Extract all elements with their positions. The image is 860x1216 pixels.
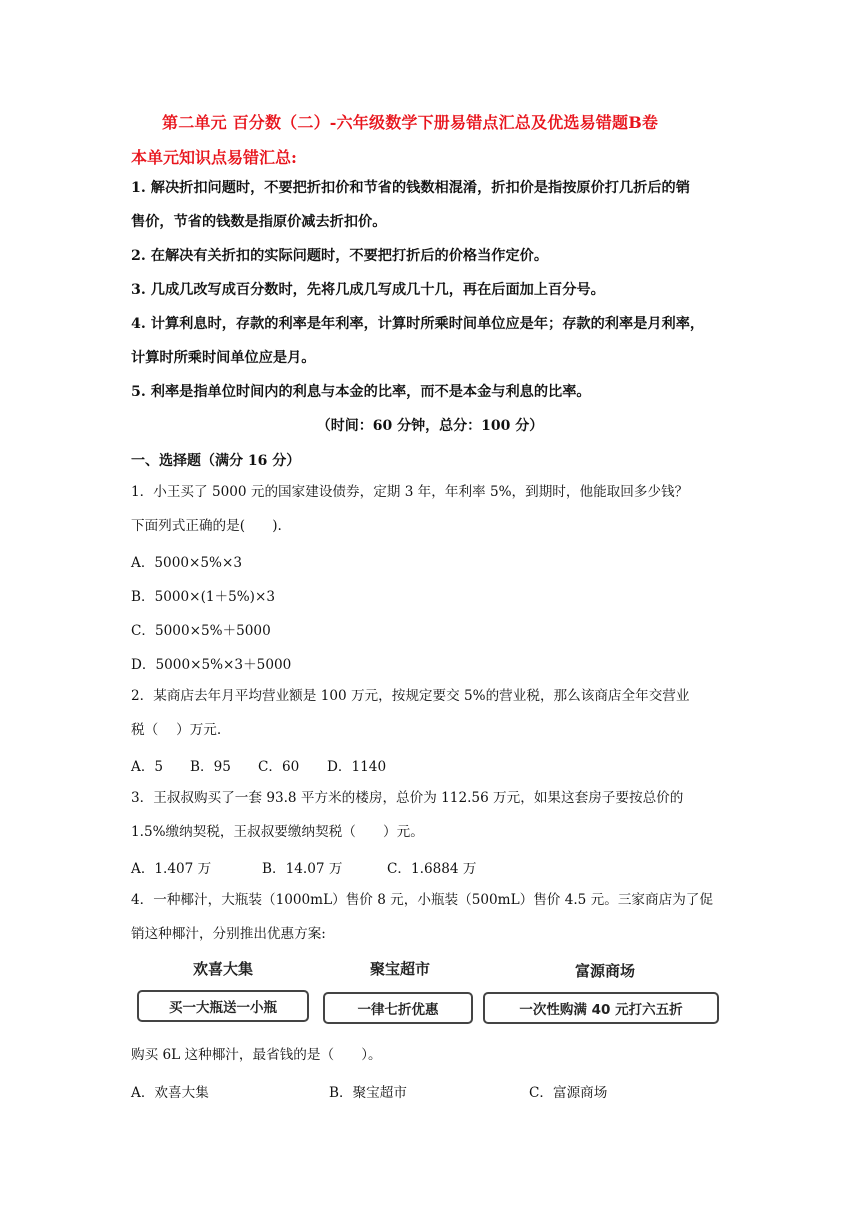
section-title: 一、选择题（满分 16 分） — [131, 453, 301, 469]
question-1-line1: 1．小王买了 5000 元的国家建设债券，定期 3 年，年利率 5%，到期时，他能取回多少钱？ — [131, 484, 689, 500]
knowledge-point-1-line2: 售价，节省的钱数是指原价减去折扣价。 — [131, 214, 387, 230]
knowledge-point-2: 2. 在解决有关折扣的实际问题时，不要把打折后的价格当作定价。 — [131, 248, 549, 264]
knowledge-point-3: 3. 几成几改写成百分数时，先将几成几写成几十几，再在后面加上百分号。 — [131, 282, 605, 298]
question-1-option-a: A．5000×5%×3 — [131, 555, 243, 571]
question-3-line1: 3．王叔叔购买了一套 93.8 平方米的楼房，总价为 112.56 万元，如果这套房子要按总价的 — [131, 790, 684, 806]
question-2-option-a: A．5 — [131, 759, 164, 775]
question-4-line2: 销这种椰汁，分别推出优惠方案: — [131, 926, 326, 942]
question-1-option-b: B．5000×(1＋5%)×3 — [131, 589, 276, 605]
question-4-line1: 4．一种椰汁，大瓶装（1000mL）售价 8 元，小瓶装（500mL）售价 4.5 元。三家商店为了促 — [131, 892, 713, 908]
knowledge-point-4-line2: 计算时所乘时间单位应是月。 — [131, 350, 316, 366]
question-4-option-b: B．聚宝超市 — [329, 1085, 407, 1101]
store-offer-fuyuan: 一次性购满 40 元打六五折 — [483, 992, 719, 1024]
knowledge-point-4-line1: 4. 计算利息时，存款的利率是年利率，计算时所乘时间单位应是年；存款的利率是月利率， — [131, 316, 705, 332]
time-score-info: （时间：60 分钟，总分：100 分） — [316, 418, 544, 434]
question-1-option-c: C．5000×5%＋5000 — [131, 623, 271, 639]
question-4-prompt: 购买 6L 这种椰汁，最省钱的是（ ）。 — [131, 1047, 382, 1063]
store-offer-huanxi: 买一大瓶送一小瓶 — [137, 990, 309, 1022]
question-2-line1: 2．某商店去年月平均营业额是 100 万元，按规定要交 5%的营业税，那么该商店全年交营业 — [131, 688, 690, 704]
store-name-fuyuan: 富源商场 — [574, 962, 635, 980]
question-2-line2: 税（ ）万元. — [131, 722, 222, 738]
store-name-huanxi: 欢喜大集 — [192, 960, 253, 978]
question-3-line2: 1.5%缴纳契税，王叔叔要缴纳契税（ ）元。 — [131, 824, 424, 840]
knowledge-summary-heading: 本单元知识点易错汇总: — [131, 148, 297, 167]
document-title: 第二单元 百分数（二）-六年级数学下册易错点汇总及优选易错题B卷 — [162, 113, 659, 132]
question-1-line2: 下面列式正确的是( ). — [131, 518, 282, 534]
question-1-option-d: D．5000×5%×3＋5000 — [131, 657, 292, 673]
store-name-jubao: 聚宝超市 — [369, 960, 430, 978]
question-4-option-a: A．欢喜大集 — [131, 1085, 209, 1101]
question-3-option-a: A．1.407 万 — [131, 861, 212, 877]
question-3-option-b: B．14.07 万 — [262, 861, 343, 877]
question-3-option-c: C．1.6884 万 — [387, 861, 477, 877]
knowledge-point-1-line1: 1. 解决折扣问题时，不要把折扣价和节省的钱数相混淆，折扣价是指按原价打几折后的销 — [131, 180, 690, 196]
question-4-option-c: C．富源商场 — [529, 1085, 608, 1101]
knowledge-point-5: 5. 利率是指单位时间内的利息与本金的比率，而不是本金与利息的比率。 — [131, 384, 591, 400]
question-2-option-b: B．95 — [190, 759, 231, 775]
question-2-option-d: D．1140 — [327, 759, 387, 775]
question-2-option-c: C．60 — [258, 759, 300, 775]
store-offer-jubao: 一律七折优惠 — [323, 992, 473, 1024]
